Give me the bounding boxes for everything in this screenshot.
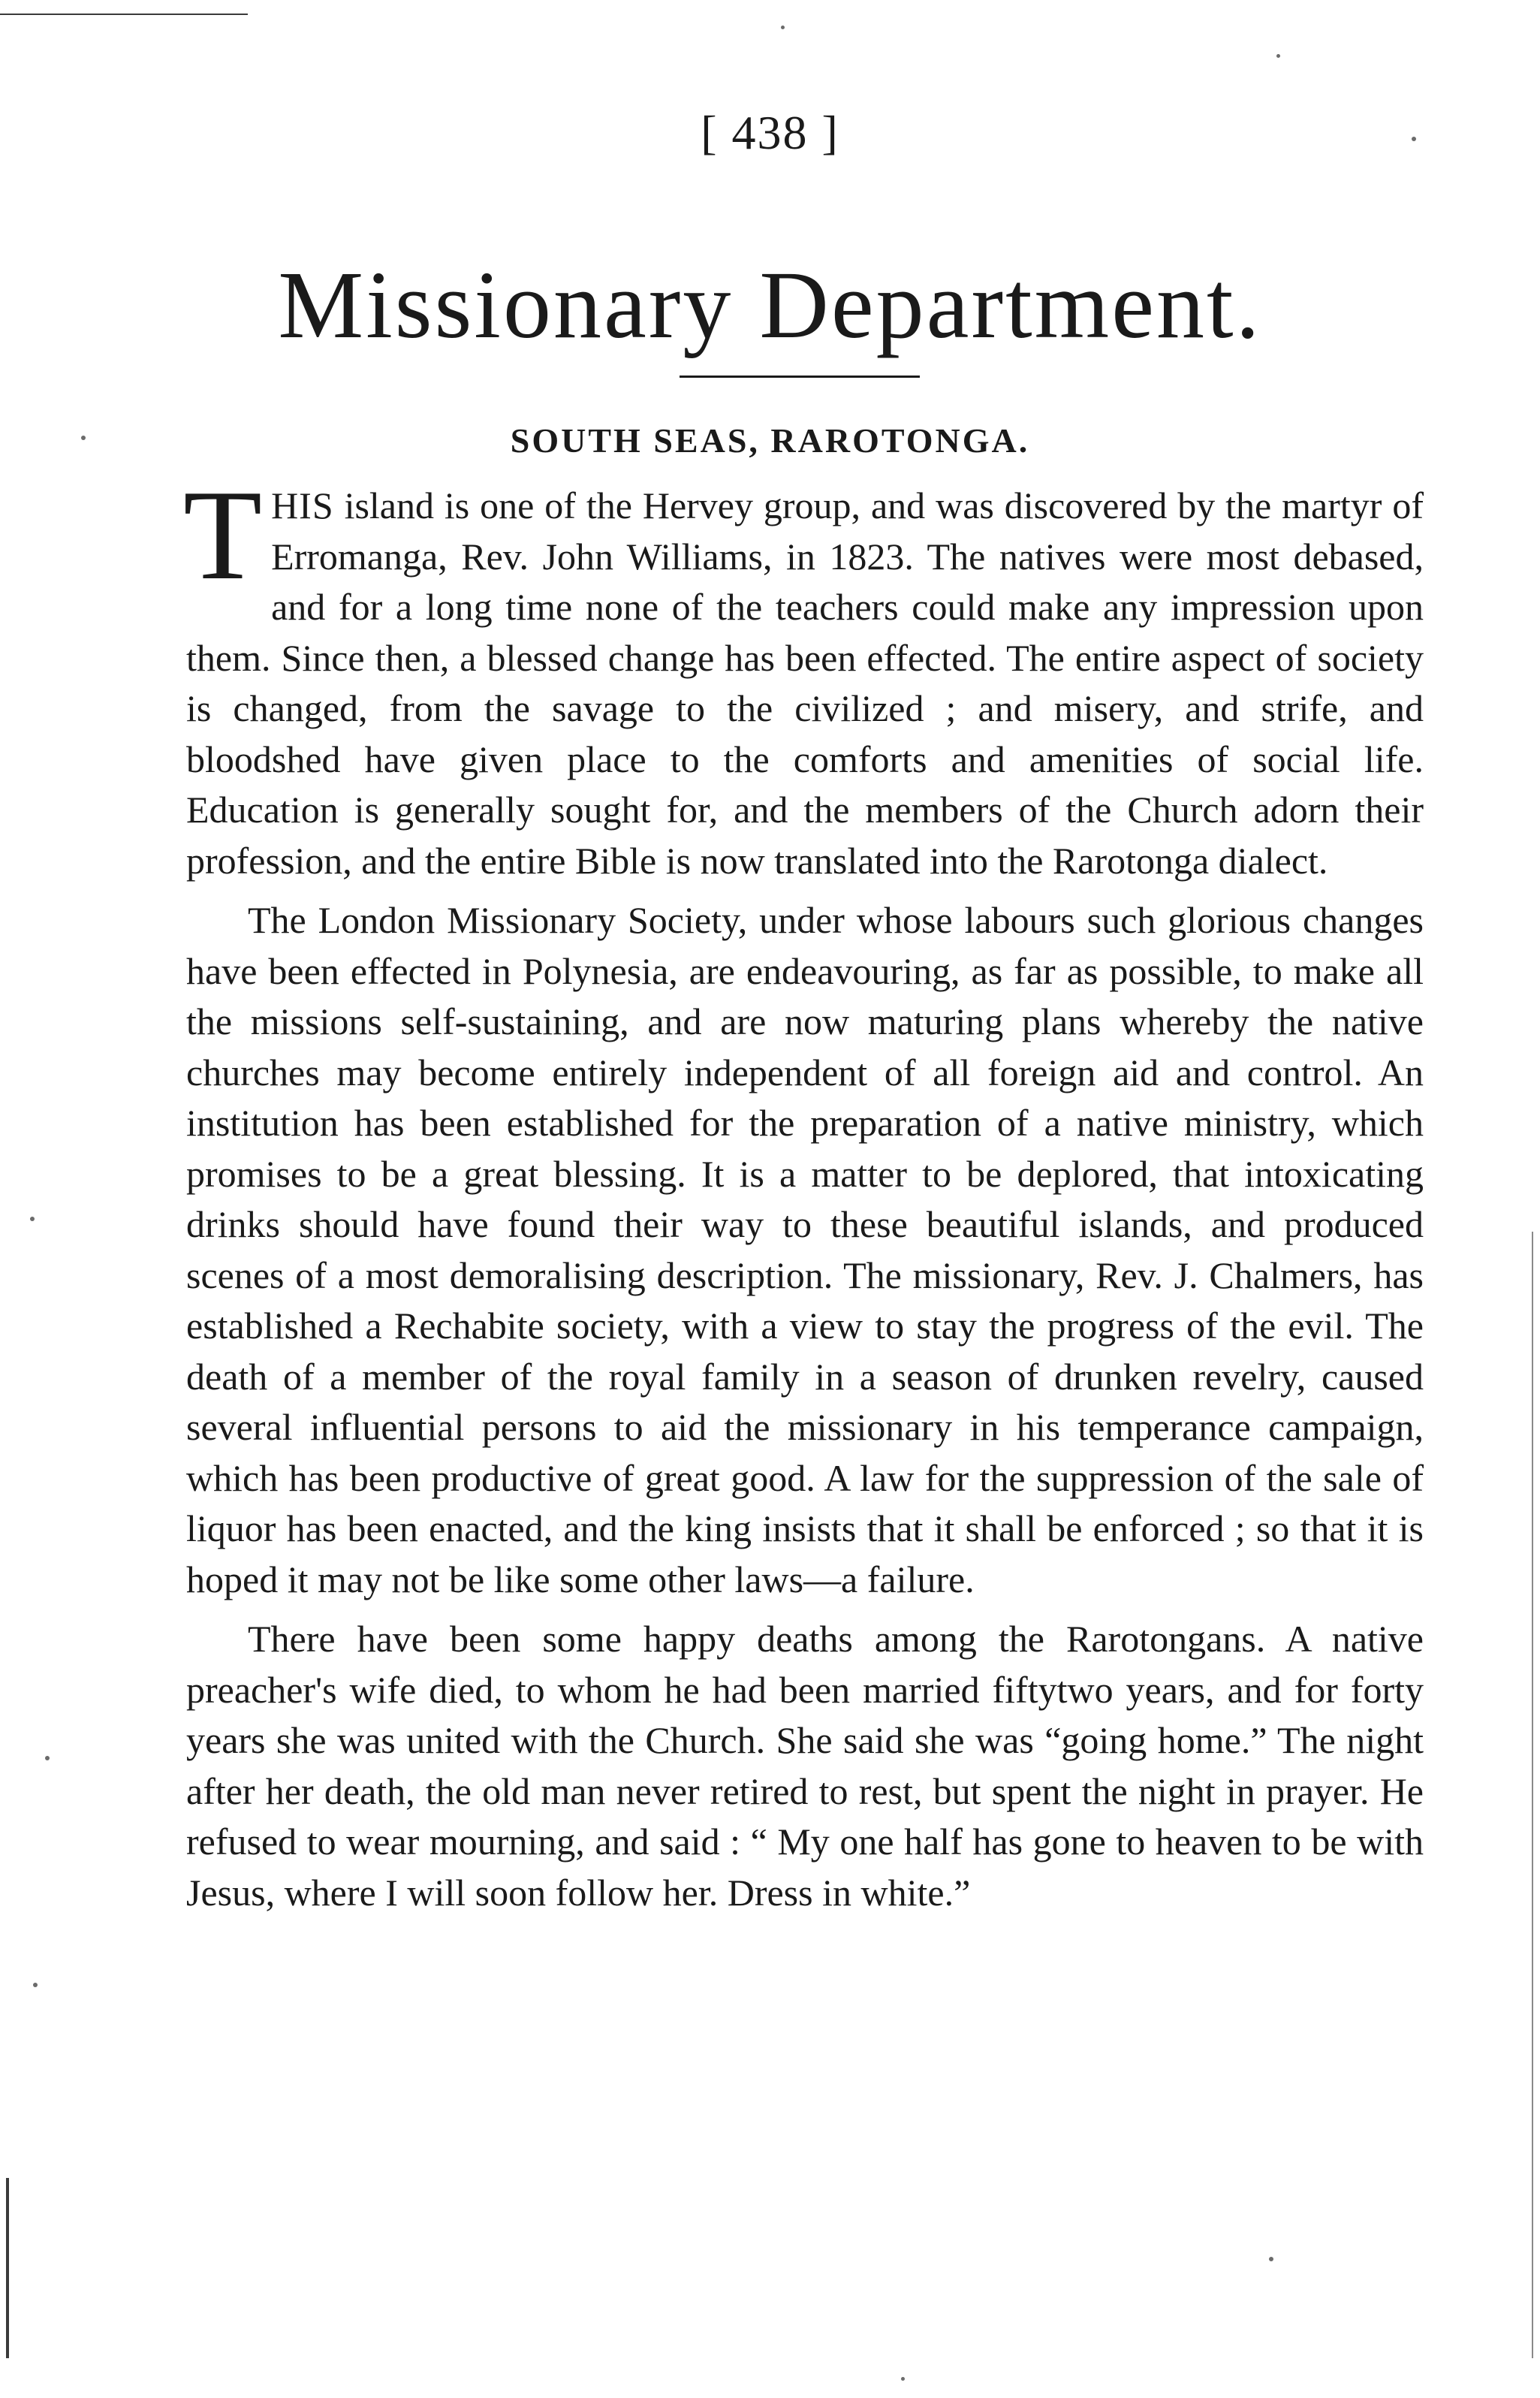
paragraph-2: The London Missionary Society, under whose labours such glorious changes have been effected in Polynesia, are endeavouring, as far as possible, to make all the missions self-sustaining, and are now maturing plans whereby the native churches may become entirely independent of all foreign aid and control. An institution has been established for the preparation of a native ministry, which promises to be a great blessing. It is a matter to be deplored, that intoxicating drinks should have found their way to these beautiful islands, and produced scenes of a most demoralising description. The missionary, Rev. J. Chalmers, has established a Rechabite society, with a view to stay the progress of the evil. The death of a member of the royal family in a season of drunken revelry, caused several influential persons to aid the missionary in his temperance campaign, which has been productive of great good. A law for the suppression of the sale of liquor has been enacted, and the king insists that it shall be enforced ; so that it is hoped it may not be like some other laws—a failure. <box>186 899 1424 1600</box>
scan-speck <box>781 26 785 29</box>
paragraph-1-text: island is one of the Hervey group, and was discovered by the martyr of Erromanga, Rev. John Williams, in 1823. The natives were most debased, and for a long time none of the teachers could make any impression upon them. Since then, a blessed change has been effected. The entire aspect of society is changed, from the savage to the civilized ; and misery, and strife, and bloodshed have given place to the comforts and amenities of social life. Education is generally sought for, and the members of the Church adorn their profession, and the entire Bible is now translated into the Rarotonga dialect. <box>186 484 1424 882</box>
scan-edge-line-top <box>0 14 248 15</box>
page-number: [ 438 ] <box>701 106 839 159</box>
article-body <box>183 464 1424 1927</box>
scan-speck <box>901 2377 905 2381</box>
scan-edge-line-right <box>1532 1232 1533 2358</box>
page-title: Missionary Department. <box>278 252 1262 358</box>
scan-speck <box>1276 54 1280 58</box>
section-heading: SOUTH SEAS, RAROTONGA. <box>510 421 1030 460</box>
scan-speck <box>45 1756 50 1760</box>
title-divider <box>680 376 920 378</box>
lead-caps: HIS <box>271 484 334 526</box>
drop-cap: T <box>183 464 263 607</box>
scan-speck <box>1269 2257 1273 2261</box>
paragraph-3: There have been some happy deaths among the Rarotongans. A native preacher's wife died, to whom he had been married fiftytwo years, and for forty years she was united with the Church. She said she was “going home.” The night after her death, the old man never retired to rest, but spent the night in prayer. He refused to wear mourning, and said : “ My one half has gone to heaven to be with Jesus, where I will soon follow her. Dress in white.” <box>186 1618 1424 1914</box>
scan-speck <box>30 1217 35 1221</box>
paragraph-1 <box>183 464 1424 886</box>
scan-edge-line-left <box>6 2178 9 2358</box>
scan-speck <box>33 1983 38 1987</box>
